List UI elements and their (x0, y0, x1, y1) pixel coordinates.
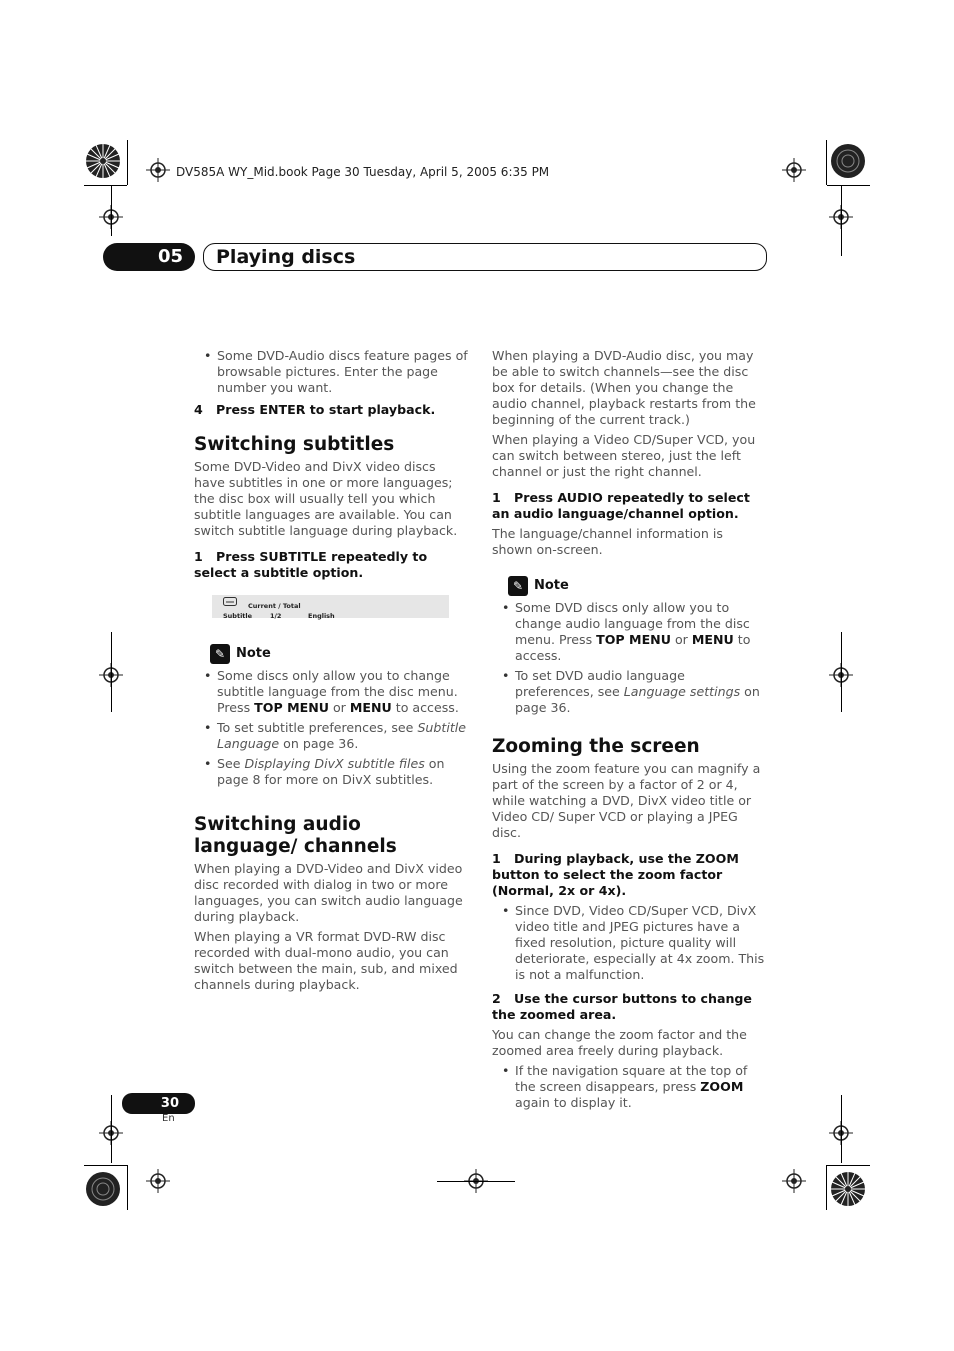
osd-language: English (308, 612, 335, 620)
list-item (217, 668, 469, 716)
audio-paragraph: When playing a VR format DVD-RW disc recorded with dual-mono audio, you can switch between the main, sub, and mixed channels during playback. (194, 929, 458, 992)
step-text: During playback, use the ZOOM button to select the zoom factor (Normal, 2x or 4x). (492, 851, 739, 898)
note-heading (508, 576, 767, 596)
osd-count: 1/2 (270, 612, 282, 620)
bullet-list (492, 1063, 767, 1111)
note-text: again to display it. (515, 1095, 632, 1110)
subtitles-step-1 (194, 549, 469, 581)
right-column (492, 348, 767, 1115)
note-text: to access. (391, 700, 459, 715)
note-label: Note (236, 646, 271, 661)
section-heading-audio: Switching audio language/ channels (194, 814, 397, 857)
crop-line (84, 185, 127, 186)
step-text: Press AUDIO repeatedly to select an audio language/channel option. (492, 490, 750, 521)
note-text: to access. (515, 632, 751, 663)
note-text: To set DVD audio language preferences, see (515, 668, 685, 699)
subtitle-icon (223, 597, 237, 606)
audio-paragraph: When playing a DVD-Video and DivX video disc recorded with dialog in two or more languages, you can switch audio language during playback. (194, 861, 463, 924)
step-number: 4 (194, 402, 203, 417)
crop-line (127, 140, 128, 185)
note-list (194, 668, 469, 788)
note-bold: MENU (691, 632, 734, 647)
crosshair-target-icon (146, 1169, 170, 1193)
note-text: on page 36. (279, 736, 359, 751)
page-number: 30 (122, 1093, 195, 1114)
step-number: 1 (194, 549, 203, 564)
note-text: See (217, 756, 245, 771)
crosshair-target-icon (782, 1169, 806, 1193)
step-description: The language/channel information is shown on-screen. (492, 526, 723, 557)
note-italic-link: Displaying DivX subtitle files (244, 756, 425, 771)
registration-sunburst-icon (829, 1170, 867, 1208)
crop-line (827, 185, 870, 186)
zoom-step-1 (492, 851, 767, 899)
list-item (515, 600, 767, 664)
crosshair-target-icon (146, 158, 170, 182)
note-label: Note (534, 578, 569, 593)
subtitle-osd-display (212, 595, 449, 618)
note-list (492, 600, 767, 716)
crop-line (127, 1165, 128, 1210)
registration-sunburst-icon (84, 142, 122, 180)
note-heading (210, 644, 469, 664)
step-number: 1 (492, 490, 501, 505)
registration-sunburst-icon (84, 1170, 122, 1208)
step-text: Press SUBTITLE repeatedly to select a subtitle option. (194, 549, 428, 580)
step-text: Use the cursor buttons to change the zoomed area. (492, 991, 752, 1022)
note-text: on page 8 for more on DivX subtitles. (217, 756, 445, 787)
crop-line (841, 1095, 842, 1163)
chapter-title: Playing discs (216, 246, 356, 268)
crop-line (827, 1165, 870, 1166)
section-heading-subtitles: Switching subtitles (194, 434, 395, 455)
crop-line (84, 1165, 127, 1166)
note-text: To set subtitle preferences, see (217, 720, 418, 735)
list-item: • Since DVD, Video CD/Super VCD, DivX video title and JPEG pictures have a fixed resolution, picture quality will deteriorate, especially at 4x zoom. This is not a malfunction. (515, 903, 767, 983)
crop-line (826, 140, 827, 185)
crop-line (111, 632, 112, 712)
note-text: on page 36. (515, 684, 760, 715)
note-text: or (328, 700, 350, 715)
crop-line (111, 186, 112, 236)
note-text: Some DVD discs only allow you to change audio language from the disc menu. Press (515, 600, 750, 647)
note-bold: MENU (349, 700, 392, 715)
crop-line (111, 1095, 112, 1163)
osd-label: Subtitle (223, 612, 253, 620)
step-4 (194, 402, 469, 418)
osd-current-total: Current / Total (248, 602, 301, 610)
left-column (194, 348, 469, 997)
audio-paragraph: When playing a DVD-Audio disc, you may be able to switch channels—see the disc box for details. (When you change the audio channel, playback restarts from the beginning of the current track.) (492, 348, 756, 427)
pencil-note-icon: ✎ (508, 576, 528, 596)
step-text: Press ENTER to start playback. (216, 402, 436, 417)
crop-line (841, 186, 842, 256)
note-bold: TOP MENU (596, 632, 671, 647)
note-text: Some discs only allow you to change subtitle language from the disc menu. Press (217, 668, 458, 715)
audio-step-1 (492, 490, 767, 522)
page-language: En (162, 1113, 175, 1124)
list-item: • Some DVD-Audio discs feature pages of browsable pictures. Enter the page number you want. (217, 348, 469, 396)
step-description: You can change the zoom factor and the zoomed area freely during playback. (492, 1027, 747, 1058)
zoom-intro: Using the zoom feature you can magnify a part of the screen by a factor of 2 or 4, while watching a DVD, DivX video title or Video CD/ Super VCD or playing a JPEG disc. (492, 761, 761, 840)
bullet-list (194, 348, 469, 396)
subtitles-intro: Some DVD-Video and DivX video discs have subtitles in one or more languages; the disc box will usually tell you which subtitle languages are available. You can switch subtitle language during playback. (194, 459, 458, 538)
list-item (515, 668, 767, 716)
pencil-note-icon: ✎ (210, 644, 230, 664)
bullet-list (492, 903, 767, 983)
zoom-step-2 (492, 991, 767, 1023)
list-item (217, 756, 469, 788)
crop-line (437, 1181, 515, 1182)
chapter-number: 05 (103, 243, 195, 271)
section-heading-zoom: Zooming the screen (492, 736, 700, 757)
crosshair-target-icon (782, 158, 806, 182)
list-item (217, 720, 469, 752)
step-number: 1 (492, 851, 501, 866)
note-italic-link: Subtitle Language (217, 720, 467, 751)
note-text: If the navigation square at the top of the screen disappears, press (515, 1063, 748, 1094)
note-text: or (670, 632, 692, 647)
note-bold: TOP MENU (254, 700, 329, 715)
note-italic-link: Language settings (623, 684, 741, 699)
step-number: 2 (492, 991, 501, 1006)
note-bold: ZOOM (700, 1079, 744, 1094)
crop-line (826, 1165, 827, 1210)
crop-line (841, 632, 842, 712)
audio-paragraph: When playing a Video CD/Super VCD, you can switch between stereo, just the left channel or just the right channel. (492, 432, 756, 479)
list-item (515, 1063, 767, 1111)
print-info-line: DV585A WY_Mid.book Page 30 Tuesday, April 5, 2005 6:35 PM (176, 165, 550, 179)
registration-sunburst-icon (829, 142, 867, 180)
